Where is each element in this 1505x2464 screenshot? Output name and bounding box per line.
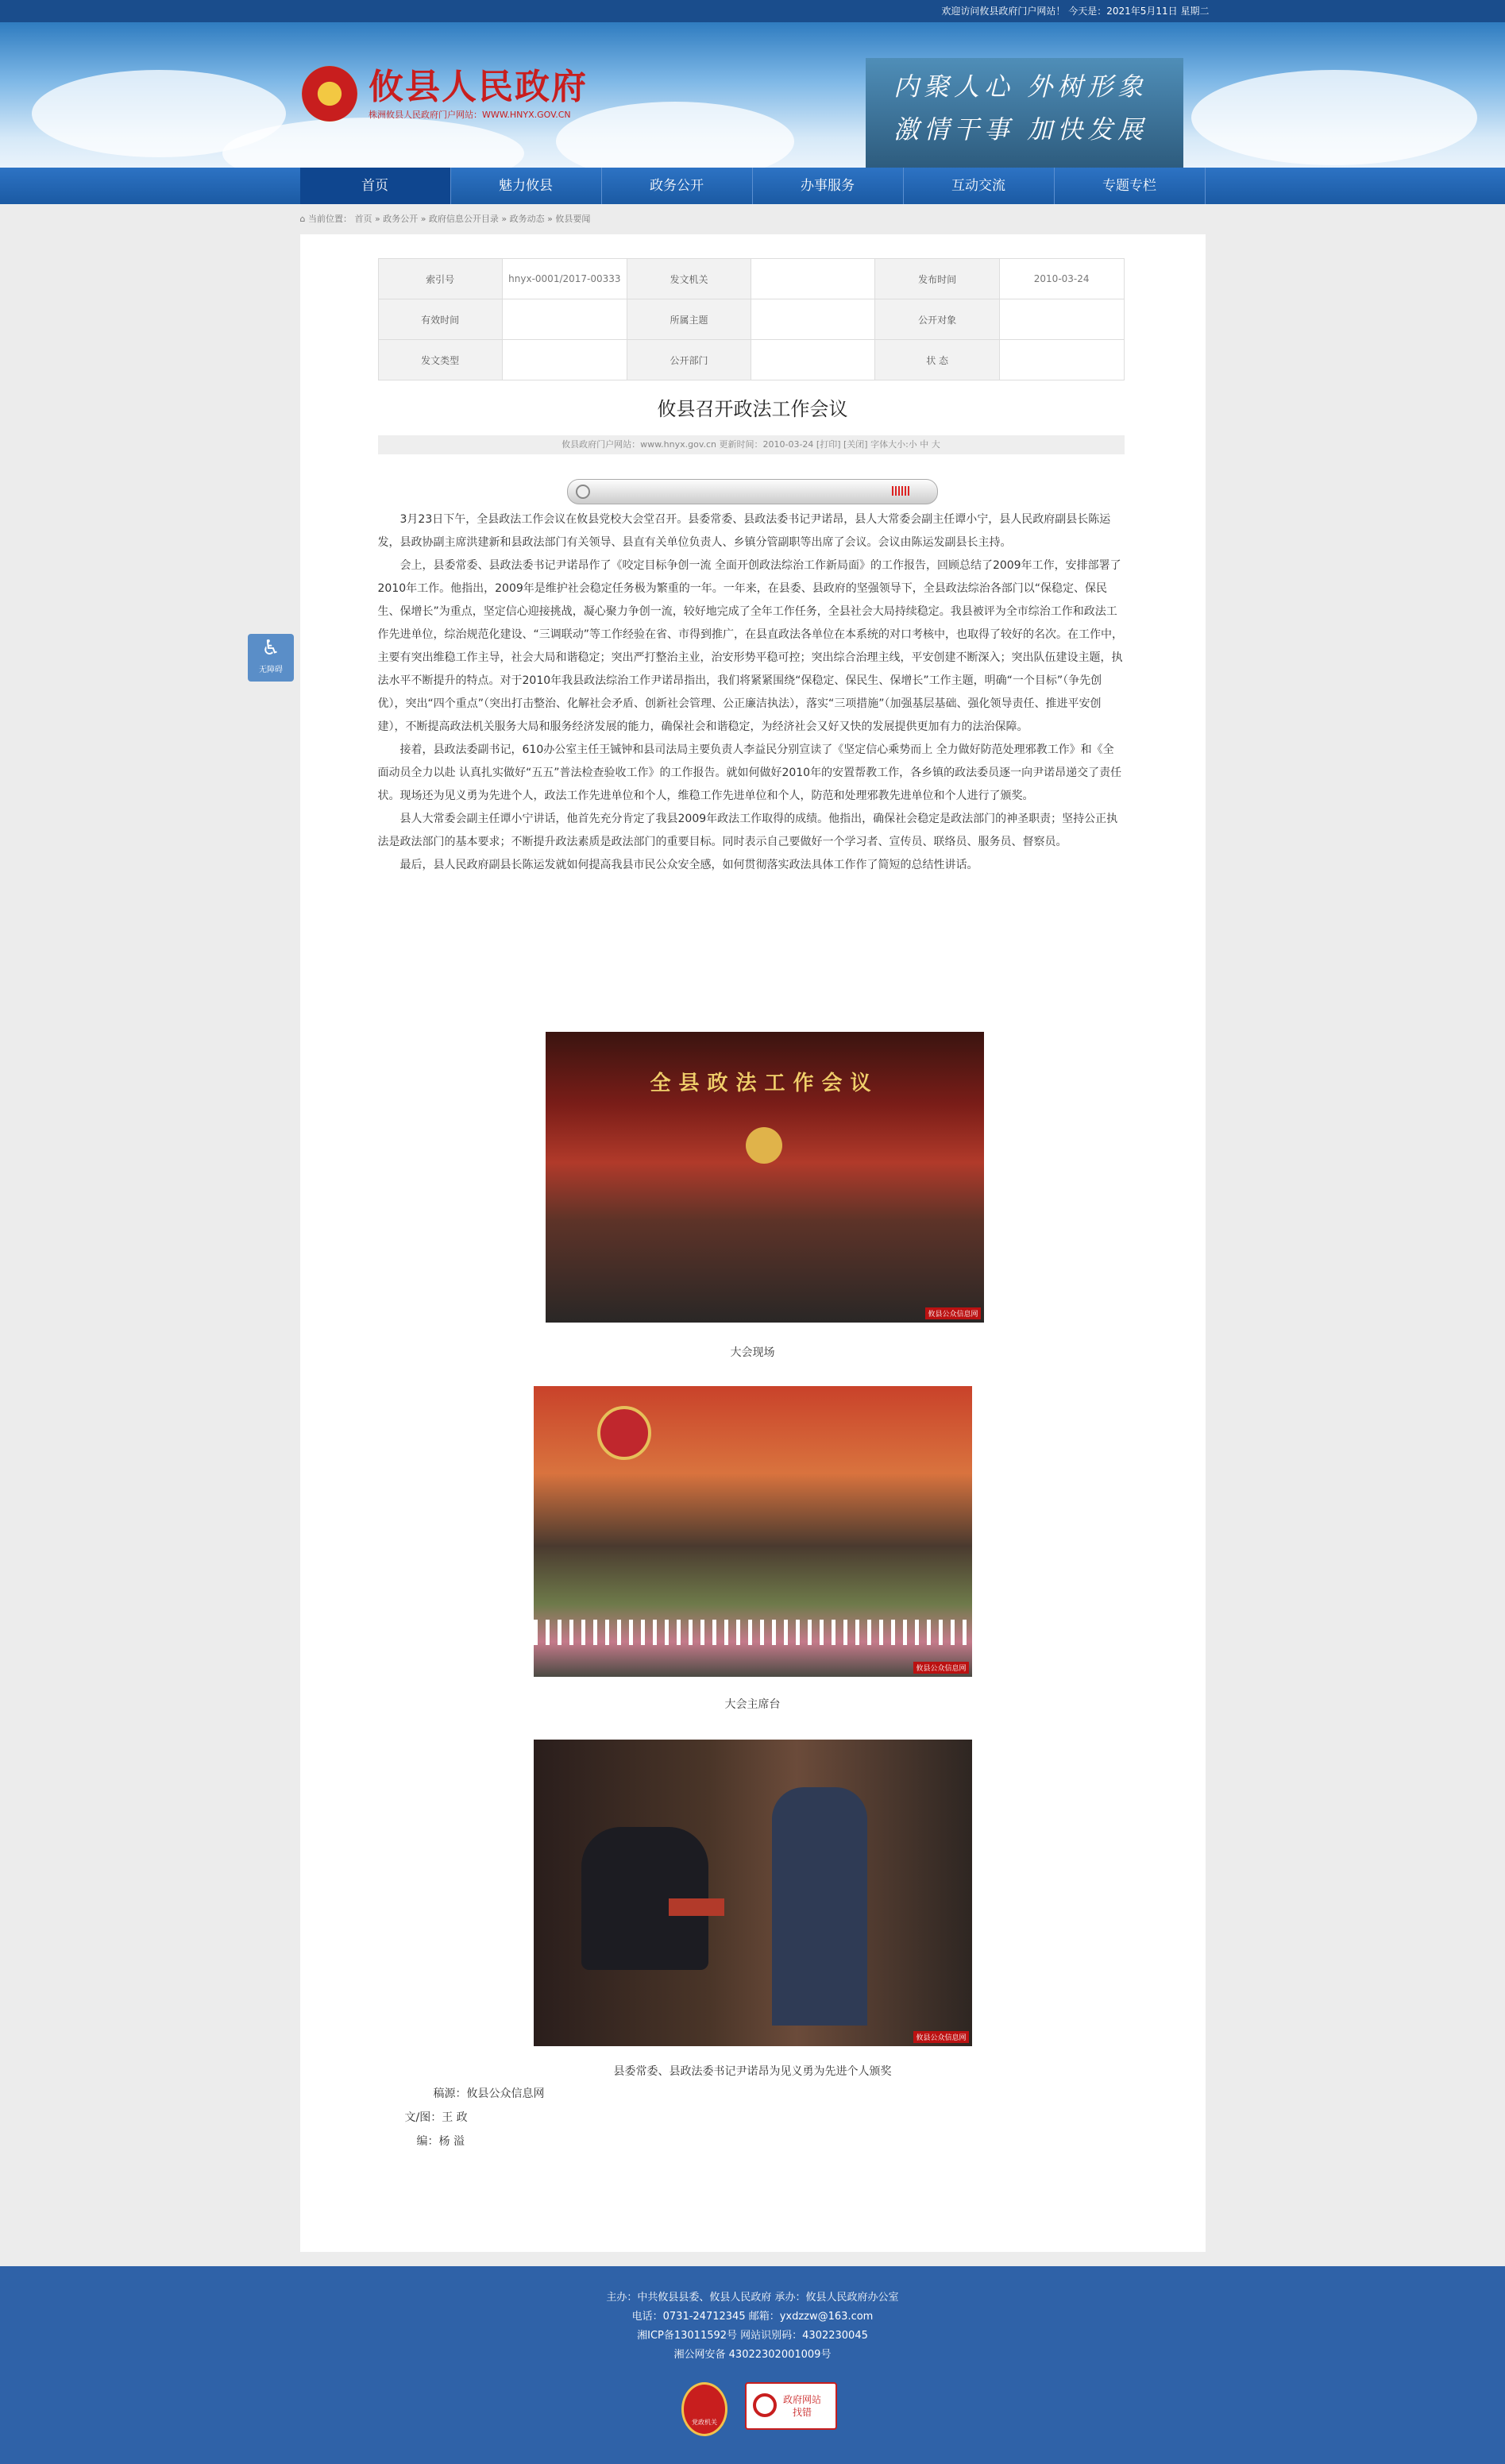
award-certificate [669,1898,724,1916]
credit-source: 稿源：攸县公众信息网 [433,2087,545,2100]
award-recipient [772,1787,867,2026]
volume-bars-icon[interactable] [892,486,909,496]
party-emblem-icon [597,1406,651,1460]
footer-police-record[interactable]: 湘公网安备 43022302001009号 [673,2349,832,2361]
meta-key: 所属主题 [627,299,751,340]
meta-key: 公开对象 [875,299,999,340]
home-icon: ⌂ [299,214,308,224]
site-footer [0,2266,1505,2464]
meta-value [999,299,1124,340]
photo-award [534,1740,972,2046]
meta-key: 索引号 [378,259,502,299]
nav-item-home[interactable]: 首页 [300,168,451,204]
article-body [378,508,1125,877]
site-subtitle: 株洲攸县人民政府门户网站：WWW.HNYX.GOV.CN [369,110,571,120]
slogan-line-1: 内聚人心 外树形象 [893,71,1148,102]
header-banner [0,22,1505,168]
caption-3: 县委常委、县政法委书记尹诺昂为见义勇为先进个人颁奖 [613,2065,892,2078]
national-emblem-icon [302,66,357,122]
site-logo[interactable] [302,66,588,122]
wheelchair-icon: ♿ [261,636,280,660]
fence-decoration [534,1620,972,1645]
meta-key: 公开部门 [627,340,751,380]
main-nav [0,168,1505,204]
party-emblem-icon [746,1127,782,1164]
paragraph: 县人大常委会副主任谭小宁讲话，他首先充分肯定了我县2009年政法工作取得的成绩。他指出，确保社会稳定是政法部门的神圣职责；坚持公正执法是政法部门的基本要求；不断提升政法素质是政法部门的重要目标。同时表示自己要做好一个学习者、宣传员、联络员、服务员、督察员。 [377,813,1118,848]
party-gov-badge-label: 党政机关 [692,2419,717,2426]
meta-key: 发布时间 [875,259,999,299]
meta-key: 有效时间 [378,299,502,340]
meta-value [751,340,875,380]
watermark: 攸县公众信息网 [913,1662,968,1674]
party-gov-badge[interactable] [681,2382,727,2436]
breadcrumb [300,204,1206,234]
gov-site-error-badge[interactable] [745,2382,837,2430]
nav-item-topics[interactable]: 专题专栏 [1055,168,1206,204]
caption-2: 大会主席台 [724,1698,781,1711]
welcome-text: 欢迎访问攸县政府门户网站！ 今天是：2021年5月11日 星期二 [941,6,1210,17]
footer-sponsor: 主办：中共攸县县委、攸县人民政府 承办：攸县人民政府办公室 [606,2292,899,2304]
metadata-table [378,258,1125,380]
slogan-line-2: 激情干事 加快发展 [893,114,1148,145]
meta-value [751,299,875,340]
site-title: 攸县人民政府 [369,67,588,107]
meta-value [999,340,1124,380]
nav-item-services[interactable]: 办事服务 [753,168,904,204]
meta-key: 状 态 [875,340,999,380]
audio-player[interactable] [567,479,938,504]
meta-key: 发文类型 [378,340,502,380]
top-bar [0,0,1505,22]
credit-photo: 文/图：王 政 [404,2111,468,2124]
article-container [300,234,1206,2252]
article-title: 攸县召开政法工作会议 [657,398,848,420]
meta-value [502,299,627,340]
paragraph: 3月23日下午，全县政法工作会议在攸县党校大会堂召开。县委常委、县政法委书记尹诺昂，县人大常委会副主任谭小宁，县人民政府副县长陈运发，县政协副主席洪建新和县政法部门有关领导、县直有关单位负责人、乡镇分管副职等出席了会议。会议由陈运发副县长主持。 [377,513,1111,549]
credit-editor: 编：杨 溢 [416,2135,465,2148]
meta-value: 2010-03-24 [999,259,1124,299]
meta-value: hnyx-0001/2017-00333 [502,259,627,299]
nav-item-interaction[interactable]: 互动交流 [904,168,1055,204]
footer-contact: 电话：0731-24712345 邮箱：yxdzzw@163.com [631,2311,874,2323]
nav-item-charm[interactable]: 魅力攸县 [451,168,602,204]
gov-site-error-label: 政府网站 找错 [782,2394,821,2418]
caption-1: 大会现场 [730,1346,775,1359]
watermark: 攸县公众信息网 [913,2031,968,2043]
photo-rostrum [534,1386,972,1677]
article-info-bar: 攸县政府门户网站：www.hnyx.gov.cn 更新时间：2010-03-24 [打印] [关闭] 字体大小:小 中 大 [378,435,1125,454]
photo-banner-text: 全县政法工作会议 [650,1072,879,1095]
nav-item-gov-affairs[interactable]: 政务公开 [602,168,753,204]
paragraph: 最后，县人民政府副县长陈运发就如何提高我县市民公众安全感，如何贯彻落实政法具体工作作了简短的总结性讲话。 [399,859,978,871]
photo-conference-hall [546,1032,984,1323]
play-button[interactable] [576,485,590,499]
search-icon [753,2393,777,2417]
accessibility-label: 无障碍 [259,666,283,674]
meta-value [502,340,627,380]
accessibility-button[interactable] [248,634,294,682]
paragraph: 会上，县委常委、县政法委书记尹诺昂作了《咬定目标争创一流 全面开创政法综治工作新局面》的工作报告，回顾总结了2009年工作，安排部署了2010年工作。他指出，2009年是维护社会稳定任务极为繁重的一年。一年来，在县委、县政府的坚强领导下，全县政法综治各部门以“保稳定、保民生、保增长”为重点，坚定信心迎接挑战，凝心聚力争创一流，较好地完成了全年工作任务，全县社会大局持续稳定。我县被评为全市综治工作和政法工作先进单位，综治规范化建设、“三调联动”等工作经验在省、市得到推广，在县直政法各单位在本系统的对口考核中，也取得了较好的名次。在工作中，主要有突出维稳工作主导，社会大局和谐稳定；突出严打整治主业，治安形势平稳可控；突出综合治理主线，平安创建不断深入；突出队伍建设主题，执法水平不断提升的特点。对于2010年我县政法综治工作尹诺昂指出，我们将紧紧围绕“保稳定、保民生、保增长”工作主题，明确“一个目标”（争先创优），突出“四个重点”（突出打击整治、化解社会矛盾、创新社会管理、公正廉洁执法），落实“三项措施”（加强基层基础、强化领导责任、推进平安创建），不断提高政法机关服务大局和服务经济发展的能力，确保社会和谐稳定，为经济社会又好又快的发展提供更加有力的法治保障。 [377,559,1124,733]
meta-key: 发文机关 [627,259,751,299]
footer-icp[interactable]: 湘ICP备13011592号 网站识别码：4302230045 [637,2330,868,2342]
watermark: 攸县公众信息网 [925,1307,980,1319]
meta-value [751,259,875,299]
paragraph: 接着，县政法委副书记，610办公室主任王铖钟和县司法局主要负责人李益民分别宣读了《坚定信心乘势而上 全力做好防范处理邪教工作》和《全面动员全力以赴 认真扎实做好“五五”普法检查验收工作》的工作报告。就如何做好2010年的安置帮教工作，各乡镇的政法委员逐一向尹诺昂递交了责任状。现场还为见义勇为先进个人，政法工作先进单位和个人，维稳工作先进单位和个人，防范和处理邪教先进单位和个人进行了颁奖。 [377,743,1122,802]
breadcrumb-text[interactable]: 当前位置： 首页 » 政务公开 » 政府信息公开目录 » 政务动态 » 攸县要闻 [307,214,591,224]
